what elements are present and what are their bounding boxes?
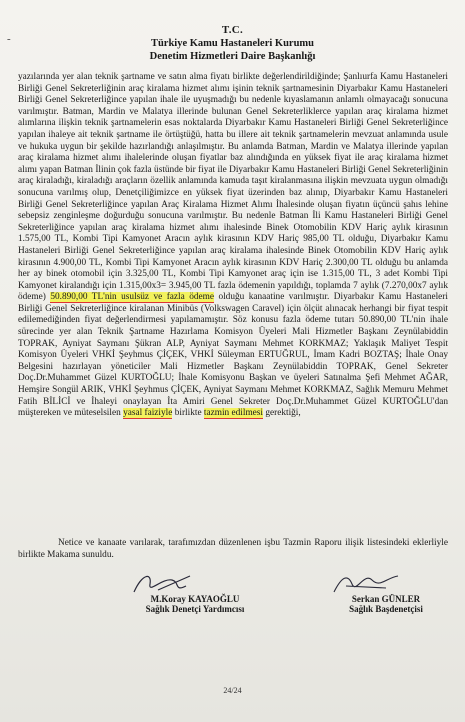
signer-left-name: M.Koray KAYAOĞLU bbox=[150, 594, 240, 604]
header-institution: Türkiye Kamu Hastaneleri Kurumu bbox=[150, 38, 315, 49]
report-body bbox=[18, 72, 448, 420]
signer-right-name: Serkan GÜNLER bbox=[351, 594, 421, 604]
header-department: Denetim Hizmetleri Daire Başkanlığı bbox=[149, 51, 316, 62]
page-number: 24/24 bbox=[223, 686, 242, 695]
closing-paragraph: Netice ve kanaate varılarak, tarafımızdan düzenlenen işbu Tazmin Raporu ilişik listesindeki eklerliyle birlikte Makama sunuldu. bbox=[18, 538, 448, 560]
body-text-3: birlikte bbox=[172, 408, 204, 419]
signature-right bbox=[326, 594, 446, 614]
signature-left bbox=[120, 594, 270, 614]
body-text-2: olduğu kanaatine varılmıştır. Diyarbakır Kamu Hastaneleri Birliği Genel Sekreterliğince kiralanan Minibüs (Volkswagen Caravel) için ölçüt alınacak herhangi bir fiyat tespit edilemediğinden fiyat değerlendirmesi yapılamamıştır. Söz konusu fazla ödeme tutarı 50.890,00 TL'nin ihale sürecinde yer alan Teknik Şartname Hazırlama Komisyon Üyeleri Mali Hizmetler Başkanı Zeynülabiddin TOPRAK, Ayniyat Saymanı Şükran ALP, Ayniyat Saymanı Mehmet KORKMAZ; Yaklaşık Maliyet Tespit Komisyon Üyeleri VHKİ Şeyhmus ÇİÇEK, VHKİ Süleyman ERTUĞRUL, İmam Kadri BOZTAŞ; İhale Onay Belgesini hazırlayan yöneticiler Mali Hizmetler Başkanı Zeynülabiddin TOPRAK, Genel Sekreter Doç.Dr.Muhammet Güzel KURTOĞLU; İhale Komisyonu Başkan ve üyeleri Satınalma Şefi Mehmet AĞAR, Hemşire Songül ARIK, VHKİ Şeyhmus ÇİÇEK, Ayniyat Saymanı Mehmet KORKMAZ, Sağlık Memuru Mehmet Fatih BİLİCİ ve İhaleyi onaylayan İta Amiri Genel Sekreter Doç.Dr.Muhammet Güzel KURTOĞLU'dan müştereken ve müteselsilen bbox=[18, 292, 448, 419]
body-text-1: yazılarında yer alan teknik şartname ve satın alma fiyatı birlikte değerlendirildiğinde; Şanlıurfa Kamu Hastaneleri Birliği Genel Sekreterliğinin araç kiralama hizmet alımı işinin teknik şartnamesinin Diyarbakır Kamu Hastaneleri Birliği Genel Sekreterliğince yapılan ihale ile uyuşmadığı bu nedenle kıyaslamanın anlamlı olmayacağı sonucuna varılmıştır. Batman, Mardin ve Malatya illerinde bulunan Genel Sekreterliklerce yapılan araç kiralama hizmet alımlarına ilişkin teknik şartnamelerin esas noktalarda Diyarbakır Kamu Hastaneleri Birliği Genel Sekreterliğince yapılan ihaleye ait teknik şartname ile örtüştüğü, hatta bu illere ait teknik şartnamelerin mevzuat anlamında usule ve hukuka uygun bir şekilde hazırlandığı anlaşılmıştır. Bu anlamda Batman, Mardin ve Malatya illerinde yapılan araç kiralama hizmet alımı ihalelerinde oluşan fiyatlar baz alındığında en yüksek fiyat ile araç kiralama hizmet alımı yapan Batman İlinin çok fazla üstünde bir fiyat ile Diyarbakır Kamu Hastaneleri Birliği Genel Sekreterliğinin araç kiraladığı, kiraladığı araçların özellik anlamında kamuda taşıt kiralanmasına ilişkin mevzuata uygun olmadığı sonucuna varılmış olup, Denetçiliğimizce en yüksek fiyat üzerinden baz alınıp, Diyarbakır Kamu Hastaneleri Birliği Genel Sekreterliğince yapılan Araç Kiralama Hizmet Alımı İhalesinde oluşan fiyatın üçüncü şahıs lehine sebepsiz zenginleşme doğurduğu sonucuna varılmıştır. Bu nedenle Batman İli Kamu Hastaneleri Birliği Genel Sekreterliğince yapılan araç kiralama hizmet alımı ihalesinde Binek Otomobilin KDV Hariç aylık kirasının 1.575,00 TL, Kombi Tipi Kamyonet Aracın aylık kirasının KDV Hariç 985,00 TL olduğu, Diyarbakır Kamu Hastaneleri Birliği Genel Sekreterliğince yapılan araç kiralama ihalesinde Binek Otomobilin KDV Hariç aylık kirasının 4.900,00 TL, Kombi Tipi Kamyonet Aracın aylık kirasının KDV Hariç 2.300,00 TL olduğu bu anlamda her ay binek otomobil için 3.325,00 TL, Kombi Tipi Kamyonet araç için ise 1.315,00 TL, 3 adet Kombi Tipi Kamyonet kiralandığı için 1.315,00x3= 3.945,00 TL fazla ödemenin yapıldığı, toplamda 7 aylık (7.270,00x7 aylık ödeme) bbox=[18, 72, 448, 303]
highlight-compensation: tazmin edilmesi bbox=[203, 408, 264, 419]
header-tc: T.C. bbox=[221, 24, 244, 36]
signer-left-title: Sağlık Denetçi Yardımcısı bbox=[145, 604, 245, 614]
highlight-legal-interest: yasal faiziyle bbox=[123, 408, 173, 419]
margin-mark: - bbox=[7, 33, 11, 45]
highlight-overpayment: 50.890,00 TL'nin usulsüz ve fazla ödeme bbox=[50, 292, 214, 303]
signer-right-title: Sağlık Başdenetçisi bbox=[349, 604, 423, 614]
closing-section bbox=[18, 538, 448, 561]
report-paragraph bbox=[18, 72, 448, 420]
body-text-4: gerektiği, bbox=[263, 408, 301, 419]
